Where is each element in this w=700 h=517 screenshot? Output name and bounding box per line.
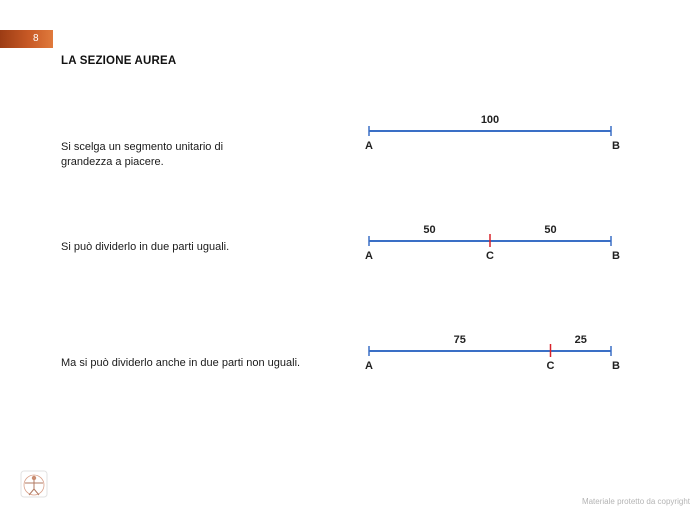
right-part-length-label: 25 xyxy=(574,334,587,346)
point-label-b: B xyxy=(612,140,620,152)
paragraph-equal-parts: Si può dividerlo in due parti uguali. xyxy=(61,241,230,253)
point-label-a: A xyxy=(365,250,373,262)
point-label-a: A xyxy=(365,140,373,152)
paragraph-unequal-parts: Ma si può dividerlo anche in due parti non uguali. xyxy=(61,357,301,369)
page-title: LA SEZIONE AUREA xyxy=(61,55,177,67)
paragraph-unit-segment: Si scelga un segmento unitario di grandezza a piacere. xyxy=(61,141,224,168)
vitruvian-man-logo-icon xyxy=(20,470,48,498)
copyright-notice: Materiale protetto da copyright xyxy=(581,497,690,506)
left-part-length-label: 75 xyxy=(453,334,466,346)
point-label-b: B xyxy=(612,250,620,262)
point-label-c: C xyxy=(546,360,555,372)
right-part-length-label: 50 xyxy=(544,224,557,236)
point-label-b: B xyxy=(612,360,620,372)
point-label-a: A xyxy=(365,360,373,372)
point-label-c: C xyxy=(486,250,494,262)
page-number: 8 xyxy=(33,33,39,44)
segment-length-label: 100 xyxy=(480,114,500,126)
left-part-length-label: 50 xyxy=(423,224,436,236)
